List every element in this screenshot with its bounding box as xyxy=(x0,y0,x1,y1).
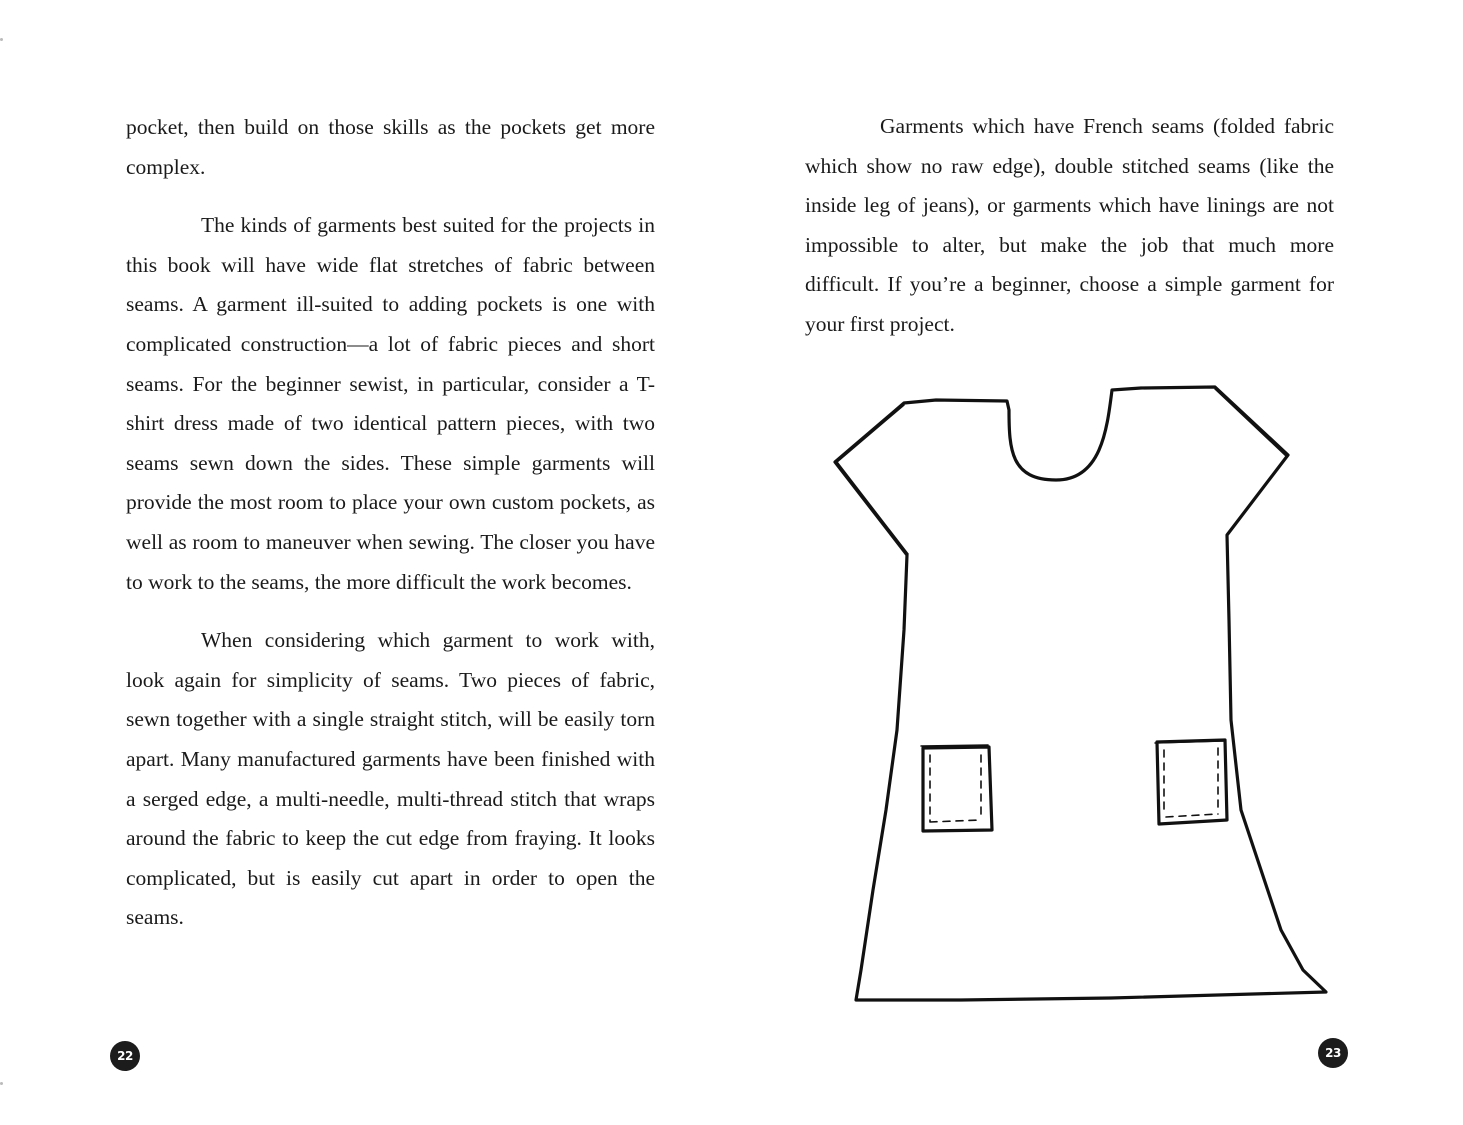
paragraph: pocket, then build on those skills as the pockets get more complex. xyxy=(126,115,655,179)
page-number-badge: 23 xyxy=(1318,1038,1348,1068)
paragraph: The kinds of garments best suited for the projects in this book will have wide flat stretches of fabric between seams. A garment ill-suited to adding pockets is one with complicated construction—a lot of fabric pieces and short seams. For the beginner sewist, in particular, consider a T-shirt dress made of two identical pattern pieces, with two seams sewn down the sides. These simple garments will provide the most room to place your own custom pockets, as well as room to maneuver when sewing. The closer you have to work to the seams, the more difficult the work becomes. xyxy=(126,213,655,594)
left-page-text xyxy=(126,108,655,957)
t-shirt-dress-with-pockets-drawing-icon xyxy=(811,370,1331,1020)
paragraph: When considering which garment to work with, look again for simplicity of seams. Two pieces of fabric, sewn together with a single straight stitch, will be easily torn apart. Many manufactured garments have been finished with a serged edge, a multi-needle, multi-thread stitch that wraps around the fabric to keep the cut edge from fraying. It looks complicated, but is easily cut apart in order to open the seams. xyxy=(126,628,655,930)
paragraph: Garments which have French seams (folded fabric which show no raw edge), double stitched seams (like the inside leg of jeans), or garments which have linings are not impossible to alter, but make the job that much more difficult. If you’re a beginner, choose a simple garment for your first project. xyxy=(805,114,1334,336)
left-page xyxy=(0,0,731,1125)
dress-outline xyxy=(835,387,1326,1000)
page-number-badge: 22 xyxy=(110,1041,140,1071)
right-pocket xyxy=(1157,740,1227,824)
right-page-text xyxy=(805,107,1334,364)
right-page xyxy=(731,0,1463,1125)
